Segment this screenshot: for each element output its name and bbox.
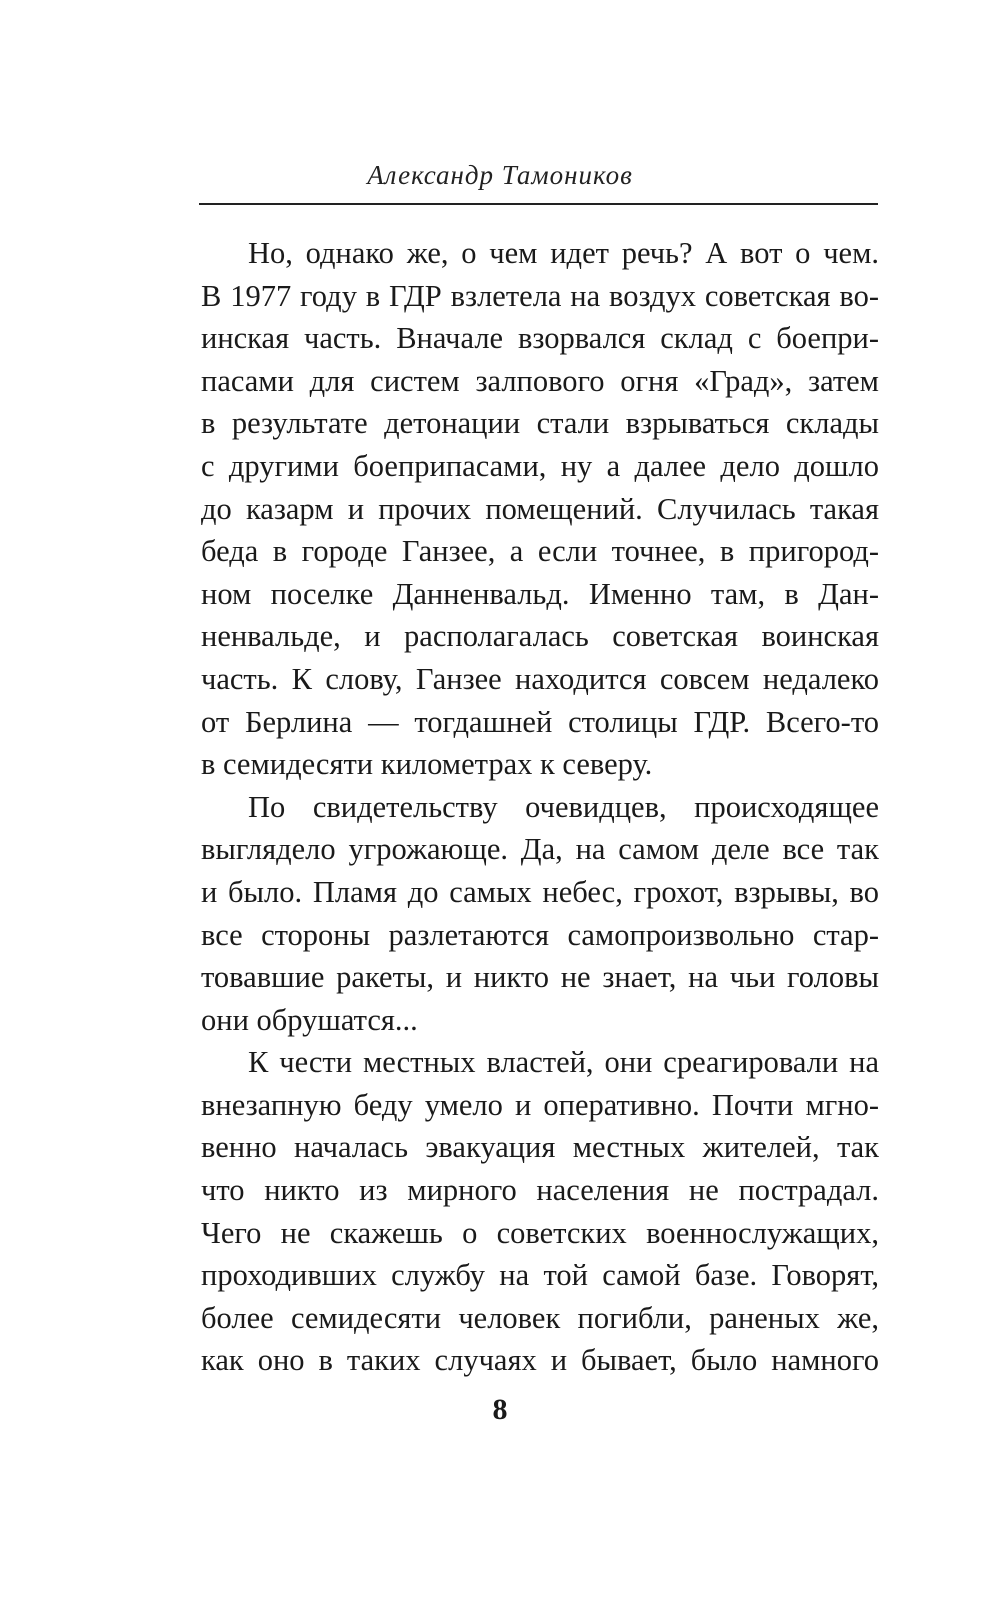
text-line: беда в городе Ганзее, а если точнее, в пригород- (201, 534, 879, 569)
text-line: что никто из мирного населения не пострадал. (201, 1173, 879, 1208)
paragraph-1 (201, 232, 879, 786)
text-line: ном поселке Данненвальд. Именно там, в Дан- (201, 576, 879, 611)
text-line: выглядело угрожающе. Да, на самом деле все так (201, 832, 879, 867)
page-body (201, 232, 879, 1382)
text-line: они обрушатся... (201, 1002, 418, 1037)
text-line: товавшие ракеты, и никто не знает, на чьи головы (201, 960, 879, 995)
text-line: до казарм и прочих помещений. Случилась такая (201, 491, 879, 526)
text-line: пасами для систем залпового огня «Град», затем (201, 363, 879, 398)
text-line: инская часть. Вначале взорвался склад с боепри- (201, 321, 879, 356)
header-divider (199, 203, 878, 205)
text-line: По свидетельству очевидцев, происходящее (248, 789, 879, 824)
text-line: К чести местных властей, они среагировали на (248, 1045, 879, 1080)
text-line: и было. Пламя до самых небес, грохот, взрывы, во (201, 874, 879, 909)
text-line: проходивших службу на той самой базе. Говорят, (201, 1258, 879, 1293)
text-line: с другими боеприпасами, ну а далее дело дошло (201, 448, 879, 483)
text-line: от Берлина — тогдашней столицы ГДР. Всего-то (201, 704, 879, 739)
text-line: как оно в таких случаях и бывает, было намного (201, 1343, 879, 1378)
text-line: более семидесяти человек погибли, раненых же, (201, 1300, 879, 1335)
text-line: В 1977 году в ГДР взлетела на воздух советская во- (201, 278, 879, 313)
paragraph-2 (201, 786, 879, 1042)
paragraph-3 (201, 1041, 879, 1382)
text-line: ненвальде, и располагалась советская воинская (201, 619, 879, 654)
page-number: 8 (492, 1393, 508, 1426)
text-line: Но, однако же, о чем идет речь? А вот о чем. (248, 236, 879, 270)
running-header-author: Александр Тамоников (367, 160, 633, 190)
text-line: в семидесяти километрах к северу. (201, 747, 653, 782)
text-line: в результате детонации стали взрываться склады (201, 406, 879, 441)
text-line: часть. К слову, Ганзее находится совсем недалеко (201, 661, 879, 696)
text-line: Чего не скажешь о советских военнослужащих, (201, 1215, 879, 1250)
text-line: внезапную беду умело и оперативно. Почти мгно- (201, 1087, 879, 1122)
text-line: венно началась эвакуация местных жителей, так (201, 1130, 879, 1165)
text-line: все стороны разлетаются самопроизвольно стар- (201, 917, 879, 952)
